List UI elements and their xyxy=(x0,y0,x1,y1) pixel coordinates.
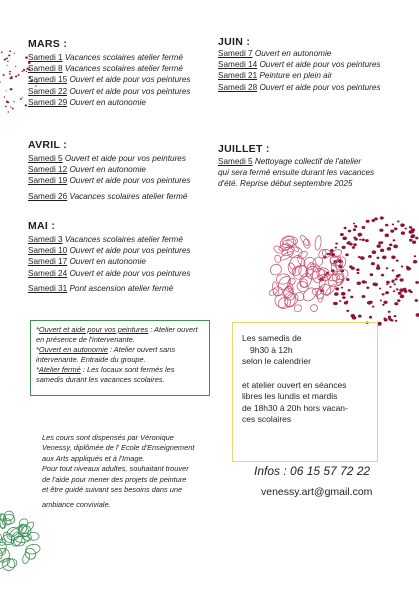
event-text: Ouvert et aide pour vos peintures xyxy=(259,82,381,92)
event-list-avril xyxy=(28,153,191,202)
legend-item: *Atelier fermé : Les locaux sont fermés les samedis durant les vacances scolaires. xyxy=(36,365,175,384)
event-list-juin xyxy=(218,48,381,93)
scribble-green-bottom-left xyxy=(0,509,41,573)
about-line: et être guidé suivant ses besoins dans une xyxy=(42,485,183,495)
month-title-mai: MAI : xyxy=(28,220,56,232)
event-date: Samedi 31 xyxy=(28,283,68,293)
event-date: Samedi 5 xyxy=(218,157,253,166)
event-row xyxy=(28,63,191,74)
event-date: Samedi 12 xyxy=(28,165,68,175)
event-juillet xyxy=(218,157,374,189)
event-text: Ouvert et aide pour vos peintures xyxy=(69,176,191,186)
event-row xyxy=(28,153,191,164)
event-text: Pont ascension atelier fermé xyxy=(69,283,174,293)
legend-term: Ouvert en autonomie xyxy=(38,345,108,354)
event-row xyxy=(28,164,191,175)
hours-line: libres les lundis et mardis xyxy=(242,391,338,401)
event-text: Ouvert et aide pour vos peintures xyxy=(69,268,191,278)
about-line: aux Arts appliqués et à l'Image. xyxy=(42,453,145,463)
about-line: Pour tout niveaux adultes, souhaitant trouver xyxy=(42,464,189,474)
legend-description: : Atelier ouvert sans intervenante. Entraide du groupe. xyxy=(36,345,176,364)
about-paragraph xyxy=(42,433,212,511)
hours-line: de 18h30 à 20h hors vacan- xyxy=(242,402,348,413)
legend-term: Atelier fermé xyxy=(38,365,81,374)
event-row xyxy=(218,70,381,81)
event-date: Samedi 3 xyxy=(28,235,63,244)
event-row xyxy=(28,74,191,85)
hours-line: 9h30 à 12h xyxy=(250,344,293,355)
event-text: Vacances scolaires atelier fermé xyxy=(69,191,188,201)
event-text: Ouvert en autonomie xyxy=(69,257,146,267)
opening-hours-box xyxy=(232,322,378,462)
event-text: Ouvert en autonomie xyxy=(69,97,146,107)
event-row xyxy=(218,59,381,70)
legend-description: : Les locaux sont fermés les samedis durant les vacances scolaires. xyxy=(36,365,175,384)
event-date: Samedi 22 xyxy=(28,86,68,96)
event-text: Vacances scolaires atelier fermé xyxy=(64,235,183,244)
event-row xyxy=(28,86,191,97)
event-text-line: qui sera fermé ensuite durant les vacances xyxy=(218,167,375,177)
month-title-juillet: JUILLET : xyxy=(218,143,270,155)
about-line: ambiance conviviale. xyxy=(42,500,111,510)
event-text-line: d'été. Reprise début septembre 2025 xyxy=(218,178,353,188)
legend-box xyxy=(30,320,210,396)
event-text: Vacances scolaires atelier fermé xyxy=(64,64,183,74)
event-text: Ouvert et aide pour vos peintures xyxy=(259,60,381,70)
event-text: Ouvert et aide pour vos peintures xyxy=(69,75,191,85)
contact-phone: Infos : 06 15 57 72 22 xyxy=(254,464,371,478)
event-row xyxy=(28,175,191,186)
event-date: Samedi 7 xyxy=(218,49,253,58)
dot-cluster-right xyxy=(319,216,419,325)
event-list-mars xyxy=(28,52,191,108)
event-date: Samedi 15 xyxy=(28,75,68,85)
event-row xyxy=(28,256,191,267)
event-date: Samedi 10 xyxy=(28,246,68,256)
event-row xyxy=(28,52,191,63)
event-date: Samedi 5 xyxy=(28,154,63,163)
about-line: de l'aide pour mener des projets de peinture xyxy=(42,474,187,484)
hours-line: et atelier ouvert en séances xyxy=(242,379,347,390)
month-title-juin: JUIN : xyxy=(218,36,251,48)
event-row xyxy=(218,48,381,59)
legend-item: *Ouvert et aide pour vos peintures : Atelier ouvert en présence de l'intervenante. xyxy=(36,325,198,344)
event-text: Ouvert en autonomie xyxy=(69,165,146,175)
hours-line: ces scolaires xyxy=(242,414,292,424)
contact-email[interactable]: venessy.art@gmail.com xyxy=(261,486,373,498)
about-line: Les cours sont dispensés par Véronique xyxy=(42,433,174,442)
hours-line: Les samedis de xyxy=(242,333,302,343)
legend-term: Ouvert et aide pour vos peintures xyxy=(38,325,149,334)
month-title-avril: AVRIL : xyxy=(28,139,68,151)
month-title-mars: MARS : xyxy=(28,38,68,50)
event-list-mai xyxy=(28,234,191,294)
legend-description: : Atelier ouvert en présence de l'intervenante. xyxy=(36,325,198,344)
event-date: Samedi 29 xyxy=(28,97,68,107)
event-text-line: Nettoyage collectif de l'atelier xyxy=(254,157,362,166)
legend-item: *Ouvert en autonomie : Atelier ouvert sans intervenante. Entraide du groupe. xyxy=(36,345,176,364)
event-text: Peinture en plein air xyxy=(259,71,333,81)
event-date: Samedi 17 xyxy=(28,257,68,267)
event-date: Samedi 19 xyxy=(28,176,68,186)
event-row xyxy=(28,283,191,294)
event-date: Samedi 28 xyxy=(218,82,258,92)
event-row xyxy=(28,245,191,256)
event-date: Samedi 26 xyxy=(28,191,68,201)
event-text: Ouvert et aide pour vos peintures xyxy=(64,154,186,163)
event-row xyxy=(28,234,191,245)
event-date: Samedi 24 xyxy=(28,268,68,278)
event-text: Vacances scolaires atelier fermé xyxy=(64,53,183,62)
event-text: Ouvert en autonomie xyxy=(254,49,332,58)
event-row xyxy=(28,191,191,202)
event-text: Ouvert et aide pour vos peintures xyxy=(69,246,191,256)
event-text: Ouvert et aide pour vos peintures xyxy=(69,86,191,96)
scribble-circle xyxy=(268,233,350,313)
event-date: Samedi 14 xyxy=(218,60,258,70)
event-date: Samedi 8 xyxy=(28,64,63,74)
event-row xyxy=(218,82,381,93)
about-line: Venessy, diplômée de l' Ecole d'Enseignement xyxy=(42,443,195,453)
hours-line: selon le calendrier xyxy=(242,356,311,366)
event-date: Samedi 21 xyxy=(218,71,258,81)
event-row xyxy=(28,97,191,108)
event-date: Samedi 1 xyxy=(28,53,63,62)
event-row xyxy=(28,268,191,279)
